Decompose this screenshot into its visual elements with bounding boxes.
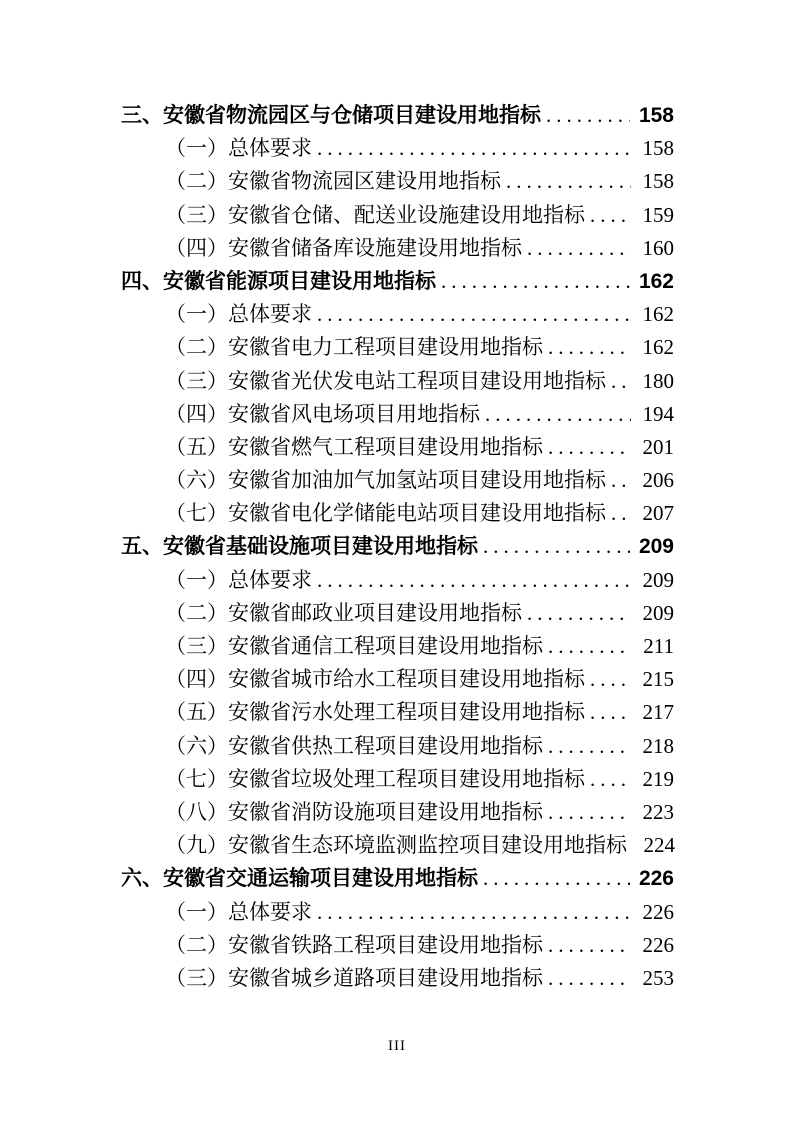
dot-leader xyxy=(590,663,631,696)
dot-leader xyxy=(483,862,630,895)
toc-entry-page: 211 xyxy=(643,634,674,658)
toc-chapter-row[interactable] xyxy=(121,265,674,298)
toc-entry-label: （九）安徽省生态环境监测监控项目建设用地指标 xyxy=(165,833,627,858)
toc-entry-label: （一）总体要求 xyxy=(165,302,312,327)
dot-leader xyxy=(548,730,631,763)
toc-entry-label: （三）安徽省光伏发电站工程项目建设用地指标 xyxy=(165,368,606,393)
toc-item-row[interactable] xyxy=(121,829,674,862)
toc-item-row[interactable] xyxy=(121,365,674,398)
toc-entry-page: 180 xyxy=(642,368,674,393)
dot-leader xyxy=(441,265,630,298)
dot-leader xyxy=(317,298,631,331)
toc-item-row[interactable] xyxy=(121,431,674,464)
toc-item-row[interactable] xyxy=(121,132,674,165)
dot-leader xyxy=(483,530,630,563)
dot-leader xyxy=(611,464,631,497)
toc-entry-page: 158 xyxy=(642,136,674,161)
toc-entry-page: 223 xyxy=(642,799,674,824)
dot-leader xyxy=(527,597,631,630)
footer-page-number: III xyxy=(388,1038,406,1054)
toc-entry-page: 226 xyxy=(642,899,674,924)
toc-item-row[interactable] xyxy=(121,564,674,597)
toc-entry-page: 226 xyxy=(638,867,674,891)
toc-entry-page: 209 xyxy=(642,567,674,592)
toc-entry-label: （七）安徽省垃圾处理工程项目建设用地指标 xyxy=(165,766,585,791)
toc-item-row[interactable] xyxy=(121,232,674,265)
toc-item-row[interactable] xyxy=(121,796,674,829)
dot-leader xyxy=(317,132,631,165)
toc-entry-label: （一）总体要求 xyxy=(165,567,312,592)
toc-item-row[interactable] xyxy=(121,398,674,431)
toc-item-row[interactable] xyxy=(121,763,674,796)
toc-entry-page: 206 xyxy=(642,468,674,493)
toc-item-row[interactable] xyxy=(121,497,674,530)
toc-entry-page: 218 xyxy=(642,733,674,758)
toc-chapter-row[interactable] xyxy=(121,862,674,895)
toc-entry-page: 209 xyxy=(642,600,674,625)
toc-entry-page: 159 xyxy=(642,202,674,227)
toc-entry-label: （二）安徽省邮政业项目建设用地指标 xyxy=(165,600,522,625)
dot-leader xyxy=(506,165,631,198)
toc-entry-label: （二）安徽省电力工程项目建设用地指标 xyxy=(165,335,543,360)
toc-entry-label: （七）安徽省电化学储能电站项目建设用地指标 xyxy=(165,501,606,526)
toc-item-row[interactable] xyxy=(121,929,674,962)
toc-entry-page: 160 xyxy=(642,235,674,260)
dot-leader xyxy=(548,929,631,962)
toc-item-row[interactable] xyxy=(121,298,674,331)
toc-entry-label: （三）安徽省城乡道路项目建设用地指标 xyxy=(165,965,543,990)
toc-item-row[interactable] xyxy=(121,663,674,696)
toc-entry-label: （一）总体要求 xyxy=(165,136,312,161)
toc-item-row[interactable] xyxy=(121,730,674,763)
toc-item-row[interactable] xyxy=(121,165,674,198)
toc-item-row[interactable] xyxy=(121,896,674,929)
dot-leader xyxy=(317,896,631,929)
toc-item-row[interactable] xyxy=(121,962,674,995)
toc-entry-label: （三）安徽省仓储、配送业设施建设用地指标 xyxy=(165,202,585,227)
toc-entry-page: 201 xyxy=(642,434,674,459)
toc-item-row[interactable] xyxy=(121,199,674,232)
toc-item-row[interactable] xyxy=(121,597,674,630)
table-of-contents xyxy=(121,99,674,995)
toc-entry-page: 158 xyxy=(642,169,674,194)
toc-item-row[interactable] xyxy=(121,630,674,663)
toc-entry-label: （五）安徽省燃气工程项目建设用地指标 xyxy=(165,434,543,459)
toc-entry-label: （四）安徽省风电场项目用地指标 xyxy=(165,401,480,426)
dot-leader xyxy=(527,232,631,265)
dot-leader xyxy=(548,962,631,995)
toc-entry-label: （六）安徽省供热工程项目建设用地指标 xyxy=(165,733,543,758)
toc-entry-label: （三）安徽省通信工程项目建设用地指标 xyxy=(165,634,543,658)
dot-leader xyxy=(548,630,631,663)
dot-leader xyxy=(546,99,630,132)
toc-entry-label: 四、安徽省能源项目建设用地指标 xyxy=(121,269,436,293)
dot-leader xyxy=(548,431,631,464)
toc-entry-page: 215 xyxy=(642,667,674,692)
toc-entry-label: （二）安徽省铁路工程项目建设用地指标 xyxy=(165,932,543,957)
dot-leader xyxy=(590,696,631,729)
toc-entry-page: 217 xyxy=(642,700,674,725)
toc-entry-label: （八）安徽省消防设施项目建设用地指标 xyxy=(165,799,543,824)
toc-entry-label: （一）总体要求 xyxy=(165,899,312,924)
toc-entry-page: 209 xyxy=(638,535,674,559)
toc-entry-label: （二）安徽省物流园区建设用地指标 xyxy=(165,169,501,194)
toc-entry-label: 五、安徽省基础设施项目建设用地指标 xyxy=(121,535,478,559)
toc-entry-page: 162 xyxy=(642,302,674,327)
toc-entry-label: 六、安徽省交通运输项目建设用地指标 xyxy=(121,867,478,891)
toc-item-row[interactable] xyxy=(121,696,674,729)
toc-entry-page: 224 xyxy=(643,833,675,858)
toc-entry-label: 三、安徽省物流园区与仓储项目建设用地指标 xyxy=(121,104,541,127)
toc-entry-label: （六）安徽省加油加气加氢站项目建设用地指标 xyxy=(165,468,606,493)
dot-leader xyxy=(590,199,631,232)
toc-entry-page: 194 xyxy=(642,401,674,426)
dot-leader xyxy=(611,497,631,530)
dot-leader xyxy=(590,763,631,796)
toc-entry-label: （五）安徽省污水处理工程项目建设用地指标 xyxy=(165,700,585,725)
toc-entry-page: 207 xyxy=(642,501,674,526)
toc-entry-page: 219 xyxy=(642,766,674,791)
dot-leader xyxy=(611,365,631,398)
toc-item-row[interactable] xyxy=(121,464,674,497)
dot-leader xyxy=(548,331,631,364)
toc-entry-page: 162 xyxy=(642,335,674,360)
toc-entry-label: （四）安徽省城市给水工程项目建设用地指标 xyxy=(165,667,585,692)
toc-entry-page: 158 xyxy=(638,104,674,127)
toc-entry-page: 226 xyxy=(642,932,674,957)
toc-chapter-row[interactable] xyxy=(121,99,674,132)
toc-entry-page: 162 xyxy=(638,269,674,293)
toc-entry-page: 253 xyxy=(642,965,674,990)
dot-leader xyxy=(317,564,631,597)
dot-leader xyxy=(548,796,631,829)
dot-leader xyxy=(485,398,631,431)
toc-chapter-row[interactable] xyxy=(121,530,674,563)
toc-item-row[interactable] xyxy=(121,331,674,364)
toc-entry-label: （四）安徽省储备库设施建设用地指标 xyxy=(165,235,522,260)
